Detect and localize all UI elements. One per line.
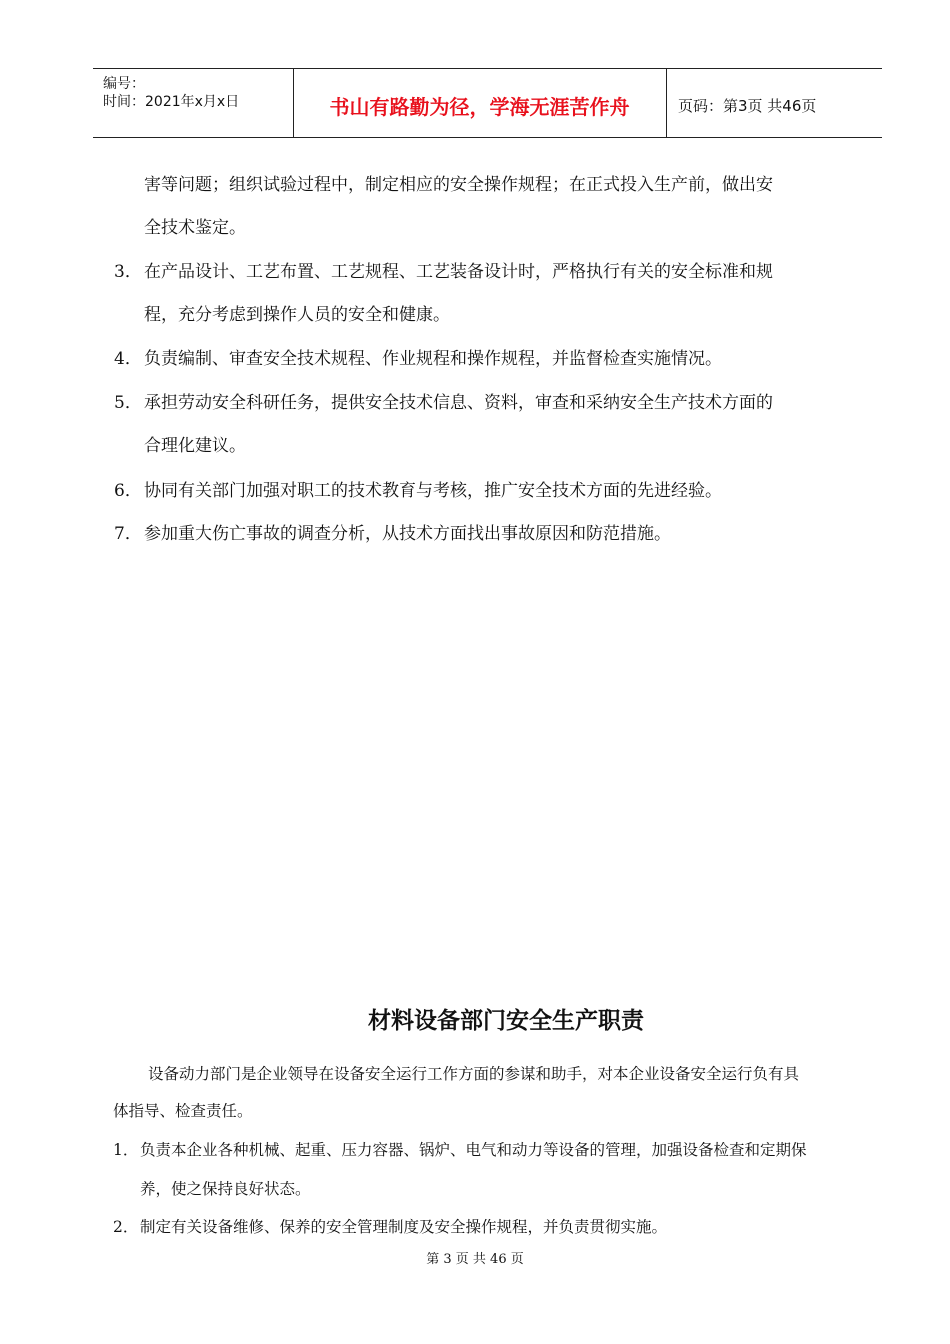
- list-item-text: 合理化建议。: [144, 436, 246, 456]
- list-item-number: 1．: [113, 1141, 139, 1159]
- page-footer: 第 3 页 共 46 页: [426, 1252, 524, 1267]
- paragraph-line: 害等问题；组织试验过程中，制定相应的安全操作规程；在正式投入生产前，做出安: [144, 175, 773, 195]
- list-item-number: 3．: [114, 262, 142, 282]
- list-item-text: 在产品设计、工艺布置、工艺规程、工艺装备设计时，严格执行有关的安全标准和规: [144, 262, 773, 282]
- paragraph-line: 全技术鉴定。: [144, 218, 246, 238]
- list-item-text: 协同有关部门加强对职工的技术教育与考核，推广安全技术方面的先进经验。: [144, 481, 722, 501]
- intro-line: 体指导、检查责任。: [113, 1102, 253, 1120]
- list-item-text: 承担劳动安全科研任务，提供安全技术信息、资料，审查和采纳安全生产技术方面的: [144, 393, 773, 413]
- list-item-text: 负责本企业各种机械、起重、压力容器、锅炉、电气和动力等设备的管理，加强设备检查和定期保: [140, 1141, 807, 1159]
- list-item-number: 5．: [114, 393, 142, 413]
- list-item-text: 负责编制、审查安全技术规程、作业规程和操作规程，并监督检查实施情况。: [144, 349, 722, 369]
- page-header: [93, 68, 882, 138]
- header-page-cell: [666, 69, 882, 137]
- list-item-number: 2．: [113, 1218, 139, 1236]
- intro-line: 设备动力部门是企业领导在设备安全运行工作方面的参谋和助手，对本企业设备安全运行负有具: [148, 1065, 800, 1083]
- list-item-text: 养，使之保持良好状态。: [140, 1180, 311, 1198]
- header-page-info: 页码：第3页 共46页: [678, 97, 817, 115]
- code-label: 编号：: [103, 76, 145, 92]
- list-item-number: 6．: [114, 481, 142, 501]
- section-title: 材料设备部门安全生产职责: [368, 1008, 644, 1034]
- list-item-text: 制定有关设备维修、保养的安全管理制度及安全操作规程，并负责贯彻实施。: [140, 1218, 668, 1236]
- time-label: 时间：2021年x月x日: [103, 94, 240, 110]
- list-item-number: 7．: [114, 524, 142, 544]
- header-motto: 书山有路勤为径，学海无涯苦作舟: [329, 95, 630, 119]
- list-item-number: 4．: [114, 349, 142, 369]
- header-motto-cell: [293, 69, 667, 137]
- list-item-text: 参加重大伤亡事故的调查分析，从技术方面找出事故原因和防范措施。: [144, 524, 671, 544]
- list-item-text: 程，充分考虑到操作人员的安全和健康。: [144, 305, 450, 325]
- header-meta-cell: [93, 69, 294, 137]
